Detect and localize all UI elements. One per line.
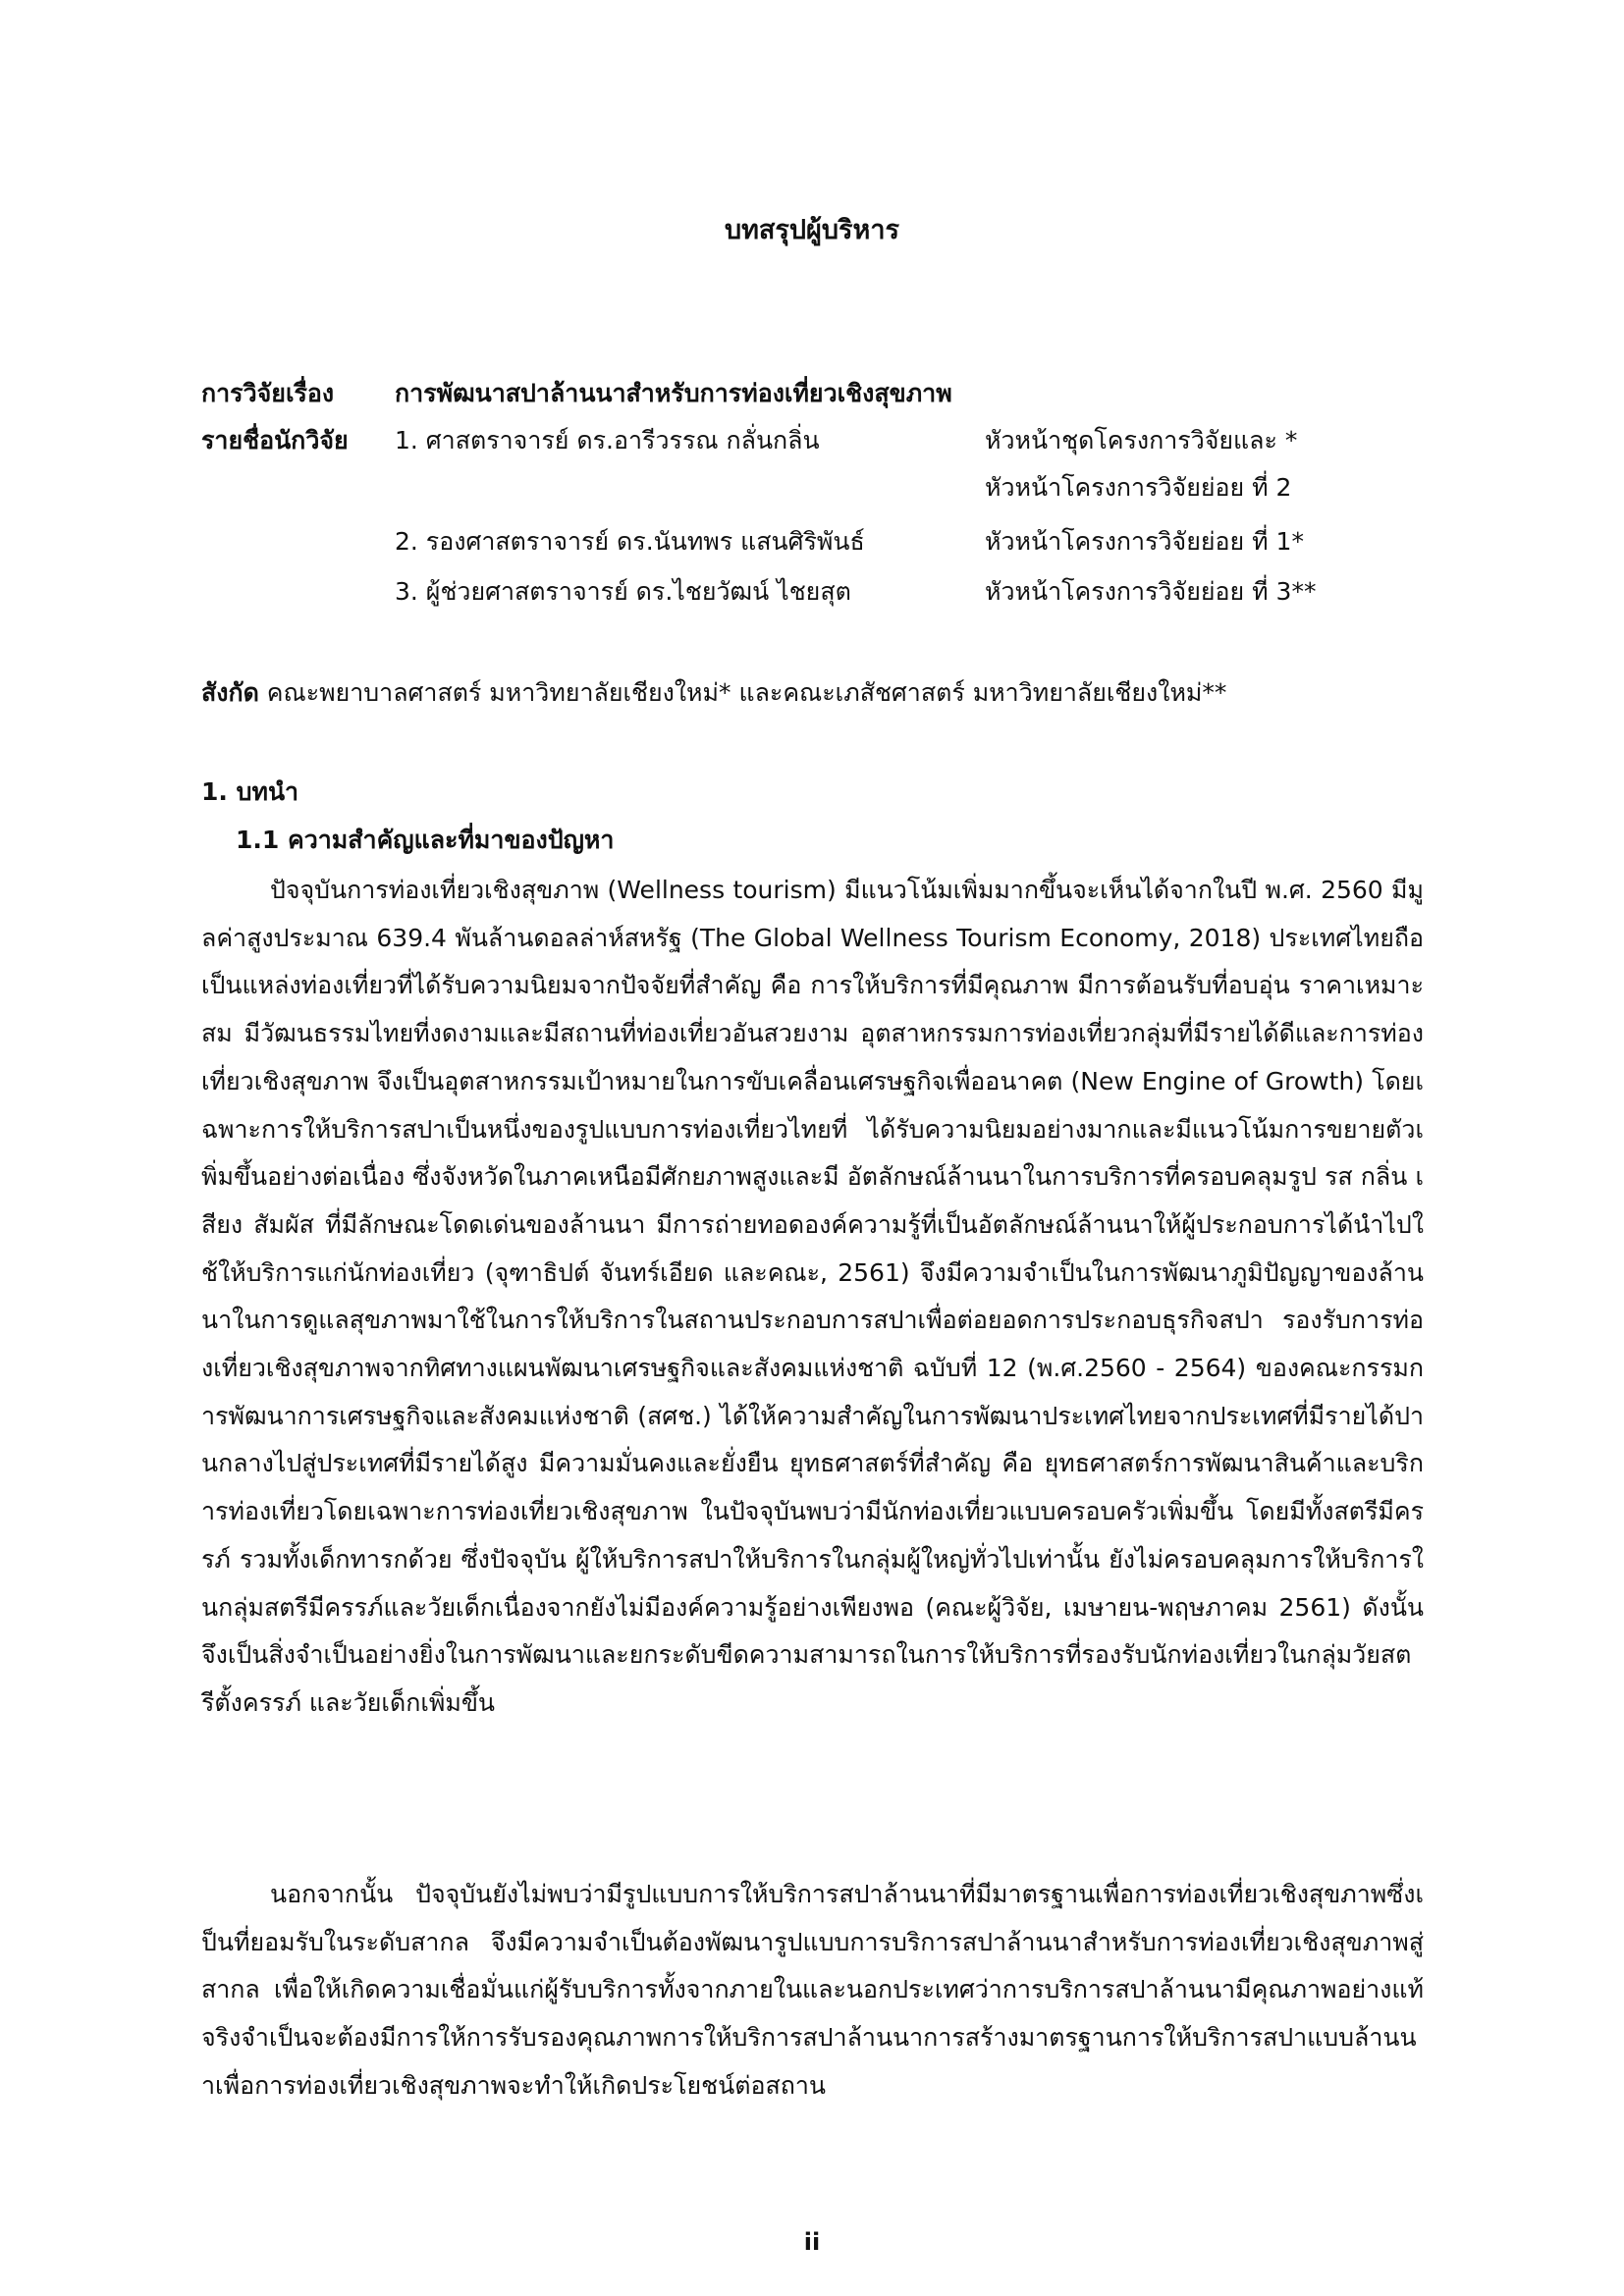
page-number: ii <box>803 2228 821 2256</box>
paragraph-text: ปัจจุบันการท่องเที่ยวเชิงสุขภาพ (Wellness tourism) มีแนวโน้มเพิ่มมากขึ้นจะเห็นได้จากในปี พ.ศ. 2560 มีมูลค่าสูงประมาณ 639.4 พันล้านดอลล่าห์สหรัฐ (The Global Wellness Tourism Economy, 2018) ประเทศไทยถือเป็นแหล่งท่องเที่ยวที่ได้รับความนิยมจากปัจจัยที่สำคัญ คือ การให้บริการที่มีคุณภาพ มีการต้อนรับที่อบอุ่น ราคาเหมาะสม มีวัฒนธรรมไทยที่งดงามและมีสถานที่ท่องเที่ยวอันสวยงาม อุตสาหกรรมการท่องเที่ยวกลุ่มที่มีรายได้ดีและการท่องเที่ยวเชิงสุขภาพ จึงเป็นอุตสาหกรรมเป้าหมายในการขับเคลื่อนเศรษฐกิจเพื่ออนาคต (New Engine of Growth) โดยเฉพาะการให้บริการสปาเป็นหนึ่งของรูปแบบการท่องเที่ยวไทยที่ ได้รับความนิยมอย่างมากและมีแนวโน้มการขยายตัวเพิ่มขึ้นอย่างต่อเนื่อง ซึ่งจังหวัดในภาคเหนือมีศักยภาพสูงและมี อัตลักษณ์ล้านนาในการบริการที่ครอบคลุมรูป รส กลิ่น เสียง สัมผัส ที่มีลักษณะโดดเด่นของล้านนา มีการถ่ายทอดองค์ความรู้ที่เป็นอัตลักษณ์ล้านนาให้ผู้ประกอบการได้นำไปใช้ให้บริการแก่นักท่องเที่ยว (จุฑาธิปต์ จันทร์เอียด และคณะ, 2561) จึงมีความจำเป็นในการพัฒนาภูมิปัญญาของล้านนาในการดูแลสุขภาพมาใช้ในการให้บริการในสถานประกอบการสปาเพื่อต่อยอดการประกอบธุรกิจสปา รองรับการท่องเที่ยวเชิงสุขภาพจากทิศทางแผนพัฒนาเศรษฐกิจและสังคมแห่งชาติ ฉบับที่ 12 (พ.ศ.2560 - 2564) ของคณะกรรมการพัฒนาการเศรษฐกิจและสังคมแห่งชาติ (สศช.) ได้ให้ความสำคัญในการพัฒนาประเทศไทยจากประเทศที่มีรายได้ปานกลางไปสู่ประเทศที่มีรายได้สูง มีความมั่นคงและยั่งยืน ยุทธศาสตร์ที่สำคัญ คือ ยุทธศาสตร์การพัฒนาสินค้าและบริการท่องเที่ยวโดยเฉพาะการท่องเที่ยวเชิงสุขภาพ ในปัจจุบันพบว่ามีนักท่องเที่ยวแบบครอบครัวเพิ่มขึ้น โดยมีทั้งสตรีมีครรภ์ รวมทั้งเด็กทารกด้วย ซึ่งปัจจุบัน ผู้ให้บริการสปาให้บริการในกลุ่มผู้ใหญ่ทั่วไปเท่านั้น ยังไม่ครอบคลุมการให้บริการในกลุ่มสตรีมีครรภ์และวัยเด็กเนื่องจากยังไม่มีองค์ความรู้อย่างเพียงพอ (คณะผู้วิจัย, เมษายน-พฤษภาคม 2561) ดังนั้นจึงเป็นสิ่งจำเป็นอย่างยิ่งในการพัฒนาและยกระดับขีดความสามารถในการให้บริการที่รองรับนักท่องเที่ยวในกลุ่มวัยสตรีตั้งครรภ์ และวัยเด็กเพิ่มขึ้น <box>201 876 1424 1717</box>
researcher-name: 3. ผู้ช่วยศาสตราจารย์ ดร.ไชยวัฒน์ ไชยสุต <box>395 577 851 606</box>
researcher-role: หัวหน้าชุดโครงการวิจัยและ * <box>985 426 1298 454</box>
researcher-name: 1. ศาสตราจารย์ ดร.อารีวรรณ กลั่นกลิ่น <box>395 426 820 454</box>
subsection-heading: 1.1 ความสำคัญและที่มาของปัญหา <box>236 826 615 854</box>
research-label: การวิจัยเรื่อง <box>201 379 335 407</box>
body-paragraph <box>201 1871 1424 2110</box>
body-paragraph <box>201 867 1424 1728</box>
researcher-role: หัวหน้าโครงการวิจัยย่อย ที่ 2 <box>985 473 1292 502</box>
researcher-role: หัวหน้าโครงการวิจัยย่อย ที่ 3** <box>985 577 1317 606</box>
page-title: บทสรุปผู้บริหาร <box>725 215 899 245</box>
research-title: การพัฒนาสปาล้านนาสำหรับการท่องเที่ยวเชิงสุขภาพ <box>395 379 952 407</box>
section-heading: 1. บทนำ <box>201 777 299 806</box>
researcher-name: 2. รองศาสตราจารย์ ดร.นันทพร แสนศิริพันธ์ <box>395 527 865 556</box>
affiliation-text: คณะพยาบาลศาสตร์ มหาวิทยาลัยเชียงใหม่* และคณะเภสัชศาสตร์ มหาวิทยาลัยเชียงใหม่** <box>266 678 1227 707</box>
affiliation-label: สังกัด <box>201 678 259 707</box>
researcher-role: หัวหน้าโครงการวิจัยย่อย ที่ 1* <box>985 527 1304 556</box>
paragraph-text: นอกจากนั้น ปัจจุบันยังไม่พบว่ามีรูปแบบการให้บริการสปาล้านนาที่มีมาตรฐานเพื่อการท่องเที่ยวเชิงสุขภาพซึ่งเป็นที่ยอมรับในระดับสากล จึงมีความจำเป็นต้องพัฒนารูปแบบการบริการสปาล้านนาสำหรับการท่องเที่ยวเชิงสุขภาพสู่สากล เพื่อให้เกิดความเชื่อมั่นแก่ผู้รับบริการทั้งจากภายในและนอกประเทศว่าการบริการสปาล้านนามีคุณภาพอย่างแท้จริงจำเป็นจะต้องมีการให้การรับรองคุณภาพการให้บริการสปาล้านนาการสร้างมาตรฐานการให้บริการสปาแบบล้านนาเพื่อการท่องเที่ยวเชิงสุขภาพจะทำให้เกิดประโยชน์ต่อสถาน <box>201 1880 1424 2100</box>
researchers-label: รายชื่อนักวิจัย <box>201 426 349 454</box>
affiliation <box>201 676 1226 710</box>
